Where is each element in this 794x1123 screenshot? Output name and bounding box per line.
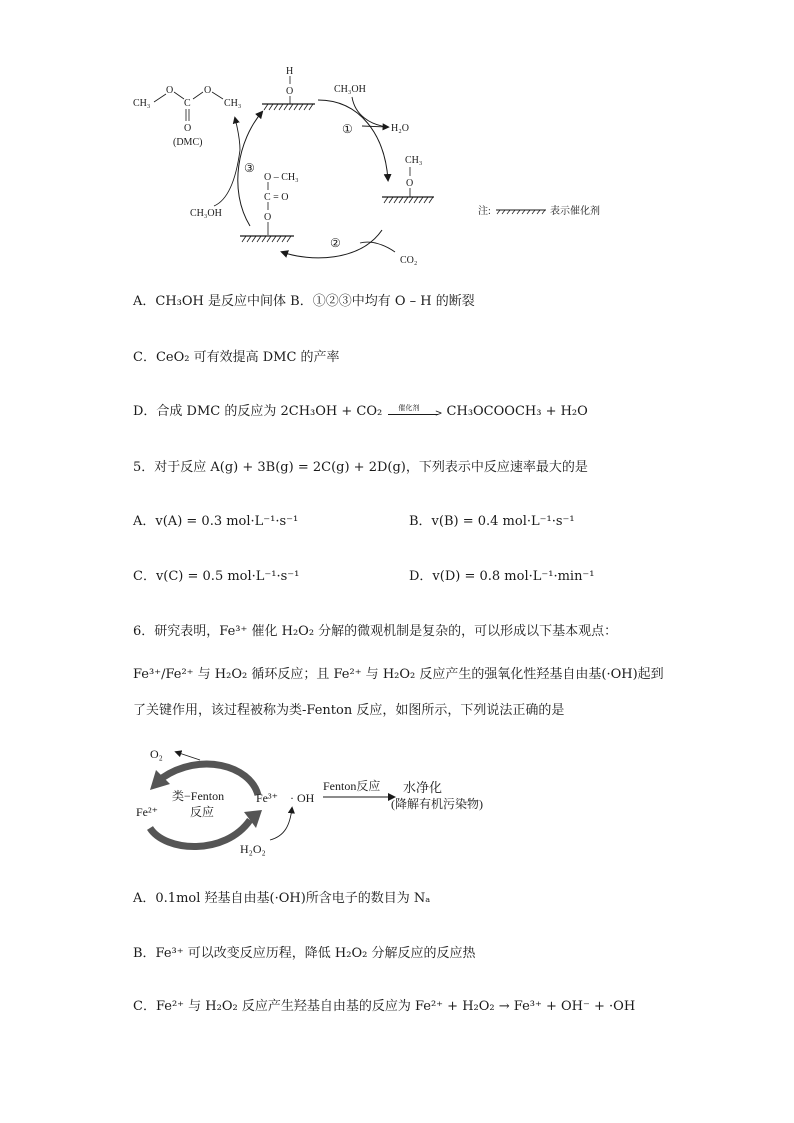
dmc-o1: O	[166, 85, 174, 96]
step2-label: ②	[330, 236, 341, 250]
degrade-pollutant-label: (降解有机污染物)	[391, 797, 483, 811]
water-purification-label: 水净化	[403, 780, 443, 795]
ch3-right: CH₃	[405, 155, 423, 166]
step3-label: ③	[244, 161, 255, 175]
fe3-label: Fe³⁺	[256, 791, 278, 805]
q5-option-a: A．v(A) = 0.3 mol·L⁻¹·s⁻¹	[133, 514, 299, 529]
h2o2-label: H₂O₂	[240, 842, 266, 856]
note-label: 注:	[478, 206, 491, 217]
catalyst-arrow-label: 催化剂	[398, 403, 420, 412]
dmc-o2: O	[204, 85, 212, 96]
dmc-cycle-diagram	[0, 0, 794, 280]
ch3oh-left: CH₃OH	[190, 208, 222, 219]
dmc-molecule	[133, 85, 241, 148]
dmc-ch3-right: CH₃	[224, 98, 242, 109]
ch3oh-top: CH₃OH	[334, 84, 366, 95]
q6-stem-line2: Fe³⁺/Fe²⁺ 与 H₂O₂ 循环反应；且 Fe²⁺ 与 H₂O₂ 反应产生的强氧化性羟基自由基(·OH)起到	[133, 667, 664, 682]
q4-option-d	[133, 403, 588, 421]
h-top: H	[286, 66, 294, 77]
q6-stem-line3: 了关键作用，该过程被称为类-Fenton 反应，如图所示，下列说法正确的是	[133, 703, 565, 718]
o-mid: O	[264, 212, 272, 223]
dmc-label: (DMC)	[173, 137, 203, 148]
dmc-ch3-left: CH₃	[133, 98, 151, 109]
o-right: O	[406, 178, 414, 189]
catalyst-bottom	[240, 172, 299, 242]
q5-option-d: D．v(D) = 0.8 mol·L⁻¹·min⁻¹	[409, 569, 595, 584]
o-top: O	[286, 86, 294, 97]
q4-option-d-prefix: D．合成 DMC 的反应为 2CH₃OH + CO₂	[133, 404, 383, 419]
fenton-diagram	[0, 735, 794, 865]
q4-option-c: C．CeO₂ 可有效提高 DMC 的产率	[133, 350, 340, 365]
q6-option-c: C．Fe²⁺ 与 H₂O₂ 反应产生羟基自由基的反应为 Fe²⁺ + H₂O₂ → Fe³⁺ + OH⁻ + ·OH	[133, 999, 636, 1014]
catalyst-top	[262, 66, 315, 110]
q6-stem-line1: 6．研究表明，Fe³⁺ 催化 H₂O₂ 分解的微观机制是复杂的，可以形成以下基本观点：	[133, 624, 618, 639]
step1-label: ①	[342, 122, 353, 136]
reaction-label: 反应	[190, 805, 215, 819]
fe2-label: Fe²⁺	[136, 805, 158, 819]
q5-stem: 5．对于反应 A(g) + 3B(g) = 2C(g) + 2D(g)，下列表示中反应速率最大的是	[133, 460, 588, 475]
catalyst-right	[382, 155, 434, 203]
fenton-like-label: 类−Fenton	[172, 789, 225, 803]
q6-option-a: A．0.1mol 羟基自由基(·OH)所含电子的数目为 Nₐ	[133, 891, 431, 906]
co2-label: CO₂	[400, 255, 418, 266]
c-o-mid: C = O	[264, 192, 289, 203]
oh-label: · OH	[290, 791, 315, 805]
q4-option-d-suffix: CH₃OCOOCH₃ + H₂O	[446, 404, 588, 419]
o-ch3-mid: O – CH₃	[264, 172, 299, 183]
q5-option-b: B．v(B) = 0.4 mol·L⁻¹·s⁻¹	[409, 514, 575, 529]
q5-option-c: C．v(C) = 0.5 mol·L⁻¹·s⁻¹	[133, 569, 300, 584]
fenton-reaction-label: Fenton反应	[323, 779, 381, 793]
catalyst-arrow: 催化剂 >	[386, 405, 442, 419]
q6-option-b: B．Fe³⁺ 可以改变反应历程，降低 H₂O₂ 分解反应的反应热	[133, 946, 476, 961]
h2o-label: H₂O	[391, 123, 409, 134]
note-text: 表示催化剂	[550, 206, 600, 217]
o2-label: O₂	[150, 747, 163, 761]
q4-option-a: A．CH₃OH 是反应中间体 B．①②③中均有 O – H 的断裂	[133, 294, 475, 309]
dmc-o3: O	[184, 123, 192, 134]
dmc-c: C	[184, 98, 191, 109]
